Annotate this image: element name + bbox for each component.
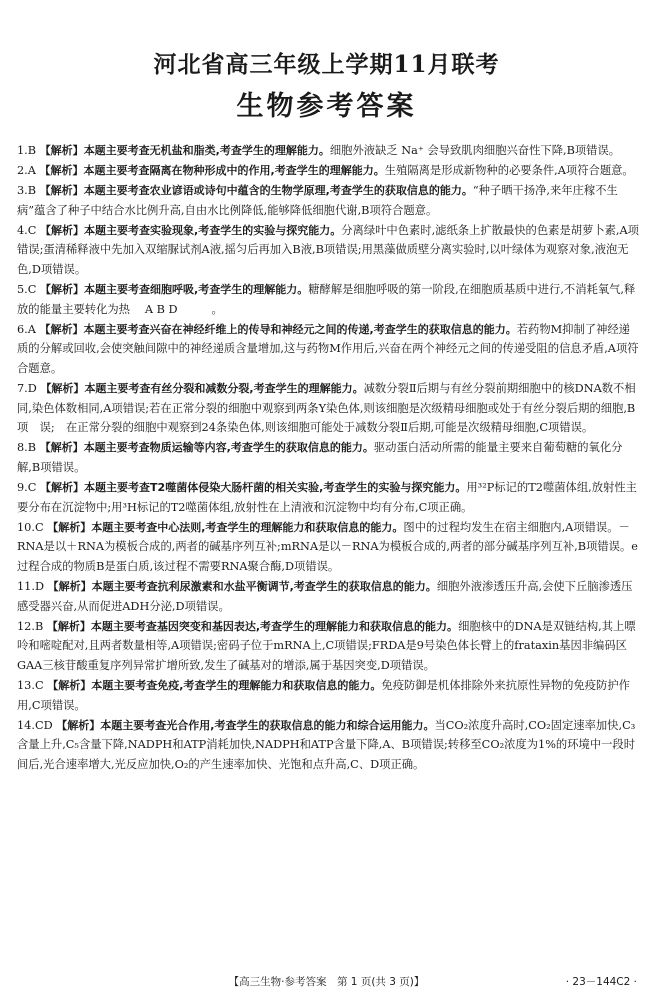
analysis-summary: 本题主要考查免疫,考查学生的理解能力和获取信息的能力。 <box>91 679 382 693</box>
analysis-tag: 【解析】 <box>40 481 85 495</box>
analysis-summary: 本题主要考查兴奋在神经纤维上的传导和神经元之间的传递,考查学生的获取信息的能力。 <box>83 322 517 336</box>
answer-number: 1.B <box>17 144 37 157</box>
answer-number: 10.C <box>17 520 44 534</box>
footer-code: · 23－144C2 · <box>565 976 637 988</box>
analysis-tag: 【解析】 <box>39 184 84 198</box>
analysis-summary: 本题主要考查实验现象,考查学生的实验与探究能力。 <box>84 223 342 237</box>
answer-item <box>17 280 639 319</box>
analysis-summary: 本题主要考查基因突变和基因表达,考查学生的理解能力和获取信息的能力。 <box>90 619 459 633</box>
analysis-summary: 本题主要考查物质运输等内容,考查学生的获取信息的能力。 <box>83 441 374 455</box>
analysis-summary: 本题主要考查无机盐和脂类,考查学生的理解能力。 <box>83 144 330 157</box>
analysis-body: 若药物M抑制了神经递质的分解或回收,会使突触间隙中的神经递质含量增加,这与药物M作用后,兴奋在两个神经元之间的传递受阻的信息矛盾,A项符合题意。 <box>17 322 639 376</box>
analysis-body: 减数分裂Ⅱ后期与有丝分裂前期细胞中的核DNA数不相同,染色体数相同,A项错误;若在正常分裂的细胞中观察到两条Y染色体,则该细胞是次级精母细胞或处于有丝分裂后期的细胞,B项 误; 在正常分裂的细胞中观察到24条染色体,则该细胞可能处于减数分裂Ⅱ后期,可能是次级精母细胞,C项错误。 <box>17 382 636 435</box>
answer-item <box>17 320 639 379</box>
analysis-body: 当CO₂浓度升高时,CO₂固定速率加快,C₃含量上升,C₅含量下降,NADPH和ATP消耗加快,NADPH和ATP含量下降,A、B项错误;转移至CO₂浓度为1%的环境中一段时间后,光合速率增大,光反应加快,O₂的产生速率加快、光饱和点升高,C、D项正确。 <box>17 718 636 771</box>
analysis-tag: 【解析】 <box>39 164 84 178</box>
analysis-summary: 本题主要考查细胞呼吸,考查学生的理解能力。 <box>84 283 309 297</box>
analysis-tag: 【解析】 <box>56 718 101 732</box>
answer-number: 5.C <box>17 283 37 297</box>
analysis-tag: 【解析】 <box>47 580 92 594</box>
answer-number: 6.A <box>17 322 36 336</box>
analysis-body: 细胞外液缺乏 Na⁺ 会导致肌肉细胞兴奋性下降,B项错误。 <box>329 144 621 157</box>
analysis-tag: 【解析】 <box>40 283 85 297</box>
analysis-tag: 【解析】 <box>39 441 84 455</box>
analysis-summary: 本题主要考查抗利尿激素和水盐平衡调节,考查学生的获取信息的能力。 <box>91 580 437 594</box>
analysis-body: 分离绿叶中色素时,滤纸条上扩散最快的色素是胡萝卜素,A项错误;蛋清稀释液中先加入双缩脲试剂A液,摇匀后再加入B液,B项错误;用黑藻做质壁分离实验时,以叶绿体为观察对象,液泡无色,D项错误。 <box>17 223 639 277</box>
analysis-summary: 本题主要考查有丝分裂和减数分裂,考查学生的理解能力。 <box>84 382 364 396</box>
analysis-tag: 【解析】 <box>47 679 92 693</box>
analysis-summary: 本题主要考查光合作用,考查学生的获取信息的能力和综合运用能力。 <box>100 718 435 732</box>
answer-number: 8.B <box>17 441 37 455</box>
answer-item <box>17 676 639 715</box>
answer-number: 11.D <box>17 580 45 594</box>
answer-item <box>17 716 639 775</box>
analysis-summary: 本题主要考查T2噬菌体侵染大肠杆菌的相关实验,考查学生的实验与探究能力。 <box>84 481 467 495</box>
analysis-body: 细胞核中的DNA是双链结构,其上嘌呤和嘧啶配对,且两者数量相等,A项错误;密码子位于mRNA上,C项错误;FRDA是9号染色体长臂上的frataxin基因非编码区GAA三核苷酸重复序列异常扩增所致,发生了碱基对的增添,属于基因突变,D项错误。 <box>17 619 636 672</box>
answer-item <box>17 181 639 220</box>
answer-item <box>17 221 639 280</box>
answer-number: 3.B <box>17 184 37 198</box>
answer-list <box>17 141 639 775</box>
analysis-tag: 【解析】 <box>46 619 91 633</box>
analysis-summary: 本题主要考查农业谚语或诗句中蕴含的生物学原理,考查学生的获取信息的能力。 <box>83 184 473 198</box>
answer-number: 2.A <box>17 164 36 178</box>
answer-number: 4.C <box>17 223 37 237</box>
analysis-tag: 【解析】 <box>40 223 85 237</box>
analysis-body: “种子晒干扬净,来年庄稼不生病”蕴含了种子中结合水比例升高,自由水比例降低,能够降低细胞代谢,B项符合题意。 <box>17 184 618 217</box>
analysis-tag: 【解析】 <box>47 520 92 534</box>
analysis-body: 糖酵解是细胞呼吸的第一阶段,在细胞质基质中进行,不消耗氧气,释放的能量主要转化为热 A B D 。 <box>17 283 636 316</box>
analysis-body: 驱动蛋白活动所需的能量主要来自葡萄糖的氧化分解,B项错误。 <box>17 441 623 474</box>
analysis-summary: 本题主要考查隔离在物种形成中的作用,考查学生的理解能力。 <box>83 164 385 178</box>
analysis-summary: 本题主要考查中心法则,考查学生的理解能力和获取信息的能力。 <box>91 520 404 534</box>
answer-number: 14.CD <box>17 718 53 732</box>
answer-item <box>17 518 639 577</box>
answer-item <box>17 577 639 616</box>
answer-item <box>17 141 639 161</box>
analysis-body: 用³²P标记的T2噬菌体组,放射性主要分布在沉淀物中;用³H标记的T2噬菌体组,放射性在上清液和沉淀物中均有分布,C项正确。 <box>17 481 637 514</box>
analysis-body: 生殖隔离是形成新物种的必要条件,A项符合题意。 <box>384 164 634 178</box>
answer-number: 12.B <box>17 619 44 633</box>
answer-number: 13.C <box>17 679 44 693</box>
page-subtitle: 生物参考答案 <box>236 91 417 122</box>
page-title: 河北省高三年级上学期11月联考 <box>153 51 500 78</box>
answer-number: 9.C <box>17 481 37 495</box>
answer-item <box>17 379 639 438</box>
answer-number: 7.D <box>17 382 37 396</box>
footer-page-info: 【高三生物·参考答案 第 1 页(共 3 页)】 <box>228 976 425 988</box>
answer-item <box>17 438 639 477</box>
answer-item <box>17 161 639 181</box>
analysis-body: 细胞外液渗透压升高,会使下丘脑渗透压感受器兴奋,从而促进ADH分泌,D项错误。 <box>17 580 633 613</box>
analysis-tag: 【解析】 <box>40 382 85 396</box>
analysis-body: 免疫防御是机体排除外来抗原性异物的免疫防护作用,C项错误。 <box>17 679 630 712</box>
analysis-body: 图中的过程均发生在宿主细胞内,A项错误。－RNA是以＋RNA为模板合成的,两者的碱基序列互补;mRNA是以－RNA为模板合成的,两者的部分碱基序列互补,B项错误。e过程合成的物质B是蛋白质,该过程不需要RNA聚合酶,D项错误。 <box>17 520 638 573</box>
analysis-tag: 【解析】 <box>39 144 84 157</box>
answer-item <box>17 478 639 517</box>
analysis-tag: 【解析】 <box>39 322 84 336</box>
page-footer <box>0 974 653 992</box>
answer-item <box>17 617 639 676</box>
